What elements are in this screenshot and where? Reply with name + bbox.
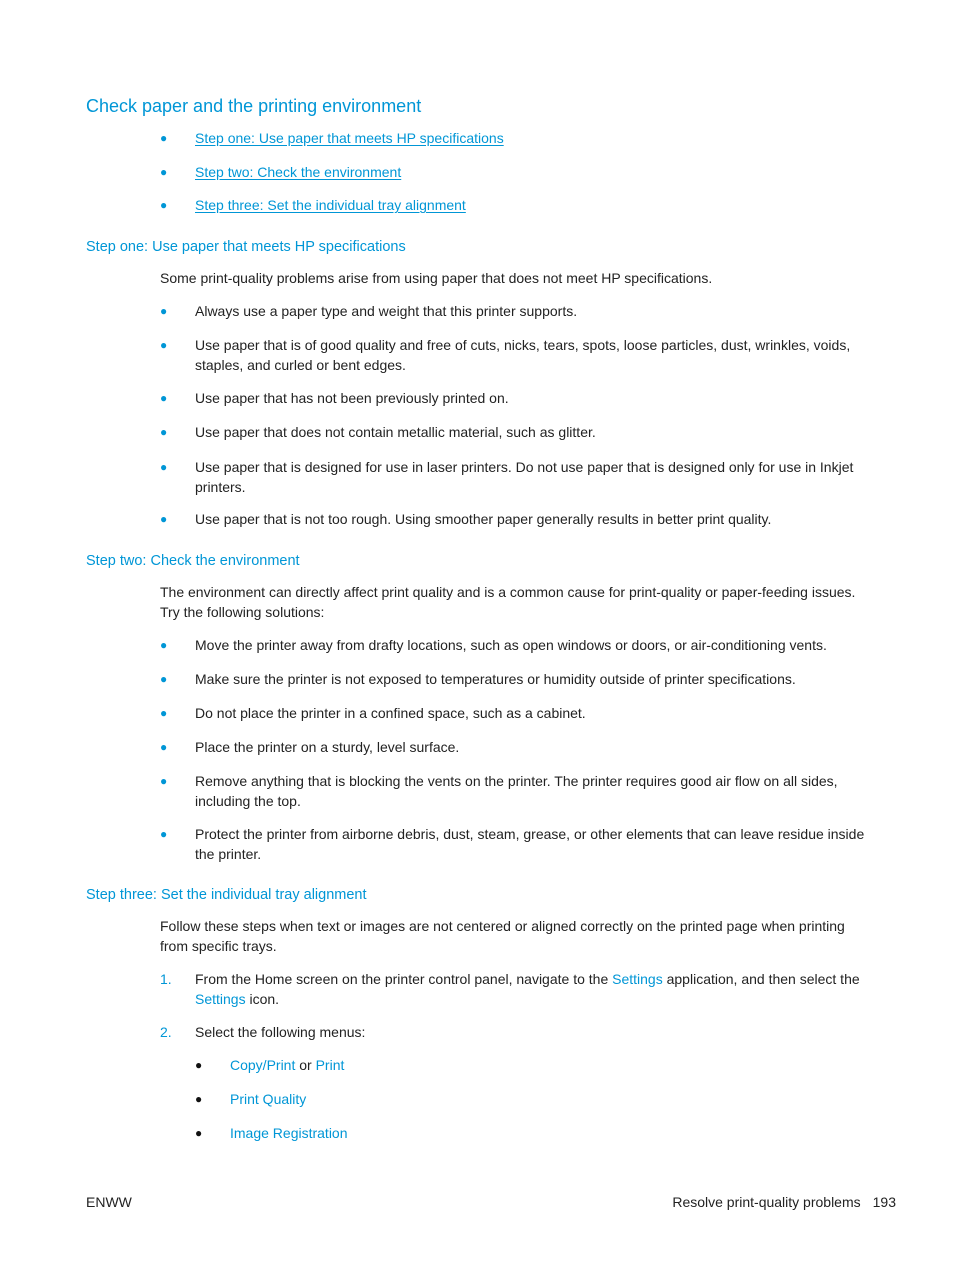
settings-app-name: Settings — [612, 971, 663, 987]
step-text: From the Home screen on the printer control panel, navigate to the Settings application, and then select the Settings icon. — [195, 971, 860, 1007]
footer-right — [672, 1193, 896, 1213]
menu-copy-print: Copy/Print — [230, 1057, 296, 1073]
bullet-icon: ● — [160, 638, 168, 652]
list-item-text: Protect the printer from airborne debris, dust, steam, grease, or other elements that can leave residue inside the printer. — [195, 826, 865, 862]
step-number: 1. — [160, 971, 172, 987]
list-item-text: Use paper that has not been previously printed on. — [195, 390, 509, 406]
list-item-text: Make sure the printer is not exposed to temperatures or humidity outside of printer specifications. — [195, 671, 796, 687]
bullet-icon: ● — [195, 1058, 203, 1072]
list-item-text: Use paper that does not contain metallic material, such as glitter. — [195, 424, 596, 440]
bullet-icon: ● — [160, 827, 168, 841]
page-number: 193 — [872, 1194, 896, 1210]
list-item-text: Move the printer away from drafty locations, such as open windows or doors, or air-conditioning vents. — [195, 637, 827, 653]
list-item-text: Use paper that is not too rough. Using smoother paper generally results in better print quality. — [195, 511, 772, 527]
bullet-icon: ● — [160, 304, 168, 318]
step-two-intro: The environment can directly affect print quality and is a common cause for print-quality or paper-feeding issues. Try the following solutions: — [160, 584, 856, 620]
bullet-icon: ● — [160, 672, 168, 686]
step-two-heading: Step two: Check the environment — [86, 553, 300, 569]
step-one-heading: Step one: Use paper that meets HP specifications — [86, 239, 406, 255]
bullet-icon: ● — [160, 198, 168, 212]
list-item-text: Always use a paper type and weight that this printer supports. — [195, 303, 578, 319]
list-item-text: Do not place the printer in a confined space, such as a cabinet. — [195, 705, 586, 721]
footer-left: ENWW — [86, 1194, 132, 1210]
bullet-icon: ● — [160, 706, 168, 720]
bullet-icon: ● — [195, 1126, 203, 1140]
bullet-icon: ● — [160, 460, 168, 474]
bullet-icon: ● — [160, 165, 168, 179]
page-title: Check paper and the printing environment — [86, 96, 422, 116]
bullet-icon: ● — [160, 740, 168, 754]
toc-link-step-three[interactable]: Step three: Set the individual tray alignment — [195, 197, 466, 213]
menu-print: Print — [315, 1057, 345, 1073]
menu-print-quality: Print Quality — [230, 1091, 307, 1107]
step-three-intro: Follow these steps when text or images are not centered or aligned correctly on the printed page when printing from specific trays. — [160, 918, 845, 954]
toc-link-step-one[interactable]: Step one: Use paper that meets HP specifications — [195, 130, 504, 146]
bullet-icon: ● — [160, 391, 168, 405]
bullet-icon: ● — [160, 774, 168, 788]
step-text: Select the following menus: — [195, 1024, 366, 1040]
step-number: 2. — [160, 1024, 172, 1040]
bullet-icon: ● — [160, 131, 168, 145]
bullet-icon: ● — [195, 1092, 203, 1106]
list-item-text: Use paper that is designed for use in laser printers. Do not use paper that is designed only for use in Inkjet printers. — [195, 459, 854, 495]
step-one-intro: Some print-quality problems arise from using paper that does not meet HP specifications. — [160, 270, 713, 286]
toc-link-step-two[interactable]: Step two: Check the environment — [195, 164, 402, 180]
step-three-heading: Step three: Set the individual tray alignment — [86, 887, 367, 903]
menu-image-registration: Image Registration — [230, 1125, 348, 1141]
list-item-text: Place the printer on a sturdy, level surface. — [195, 739, 460, 755]
bullet-icon: ● — [160, 338, 168, 352]
footer-section: Resolve print-quality problems — [672, 1194, 861, 1210]
bullet-icon: ● — [160, 425, 168, 439]
list-item-text: Remove anything that is blocking the vents on the printer. The printer requires good air flow on all sides, including the top. — [195, 773, 838, 809]
settings-icon-name: Settings — [195, 990, 246, 1007]
bullet-icon: ● — [160, 512, 168, 526]
list-item-text: Use paper that is of good quality and free of cuts, nicks, tears, spots, loose particles, dust, wrinkles, voids, staples, and curled or bent edges. — [195, 337, 851, 373]
